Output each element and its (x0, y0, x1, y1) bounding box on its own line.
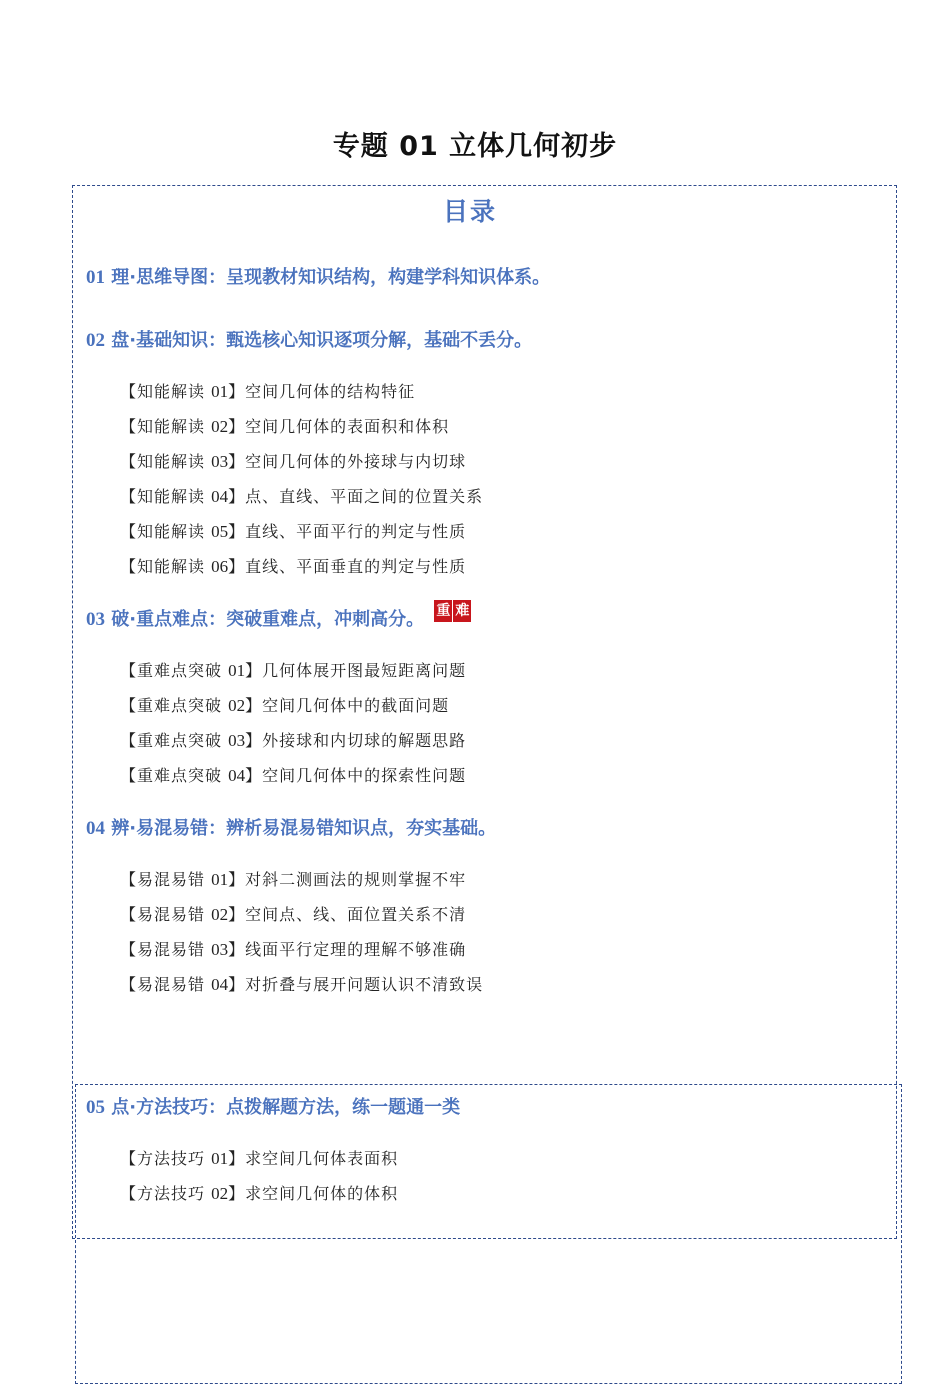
toc-item[interactable]: 【易混易错 04】对折叠与展开问题认识不清致误 (120, 975, 484, 994)
badge-char: 重 (434, 600, 452, 622)
toc-title: 目录 (442, 197, 497, 226)
section-title: 破·重点难点：突破重难点，冲刺高分。 (111, 609, 425, 630)
section-number: 03 (86, 609, 105, 630)
toc-item[interactable]: 【易混易错 01】对斜二测画法的规则掌握不牢 (120, 870, 467, 889)
difficulty-badge (434, 599, 472, 622)
section-04-heading[interactable] (86, 814, 496, 840)
toc-item[interactable]: 【重难点突破 02】空间几何体中的截面问题 (120, 696, 450, 715)
method-frame (75, 1084, 902, 1384)
section-number: 02 (86, 330, 105, 351)
toc-item[interactable]: 【知能解读 03】空间几何体的外接球与内切球 (120, 452, 467, 471)
section-number: 01 (86, 267, 105, 288)
toc-item[interactable]: 【知能解读 01】空间几何体的结构特征 (120, 382, 416, 401)
toc-item[interactable]: 【易混易错 02】空间点、线、面位置关系不清 (120, 905, 467, 924)
section-number: 05 (86, 1097, 105, 1118)
toc-item[interactable]: 【易混易错 03】线面平行定理的理解不够准确 (120, 940, 467, 959)
toc-item[interactable]: 【知能解读 05】直线、平面平行的判定与性质 (120, 522, 467, 541)
badge-char: 难 (453, 600, 471, 622)
section-title: 辨·易混易错：辨析易混易错知识点，夯实基础。 (111, 818, 497, 839)
page-title: 专题 01 立体几何初步 (332, 131, 618, 162)
toc-item[interactable]: 【知能解读 02】空间几何体的表面积和体积 (120, 417, 450, 436)
section-title: 盘·基础知识：甄选核心知识逐项分解，基础不丢分。 (111, 330, 533, 351)
toc-item[interactable]: 【重难点突破 04】空间几何体中的探索性问题 (120, 766, 467, 785)
section-05-heading[interactable] (86, 1093, 460, 1119)
section-title: 理·思维导图：呈现教材知识结构，构建学科知识体系。 (111, 267, 551, 288)
section-number: 04 (86, 818, 105, 839)
section-02-heading[interactable] (86, 326, 532, 352)
section-03-heading[interactable] (86, 605, 472, 631)
toc-item[interactable]: 【重难点突破 03】外接球和内切球的解题思路 (120, 731, 467, 750)
toc-item[interactable]: 【知能解读 06】直线、平面垂直的判定与性质 (120, 557, 467, 576)
section-01-heading[interactable] (86, 263, 550, 289)
toc-item[interactable]: 【重难点突破 01】几何体展开图最短距离问题 (120, 661, 467, 680)
toc-item[interactable]: 【知能解读 04】点、直线、平面之间的位置关系 (120, 487, 484, 506)
toc-item[interactable]: 【方法技巧 02】求空间几何体的体积 (120, 1184, 399, 1203)
toc-item[interactable]: 【方法技巧 01】求空间几何体表面积 (120, 1149, 399, 1168)
section-title: 点·方法技巧：点拨解题方法，练一题通一类 (111, 1097, 461, 1118)
